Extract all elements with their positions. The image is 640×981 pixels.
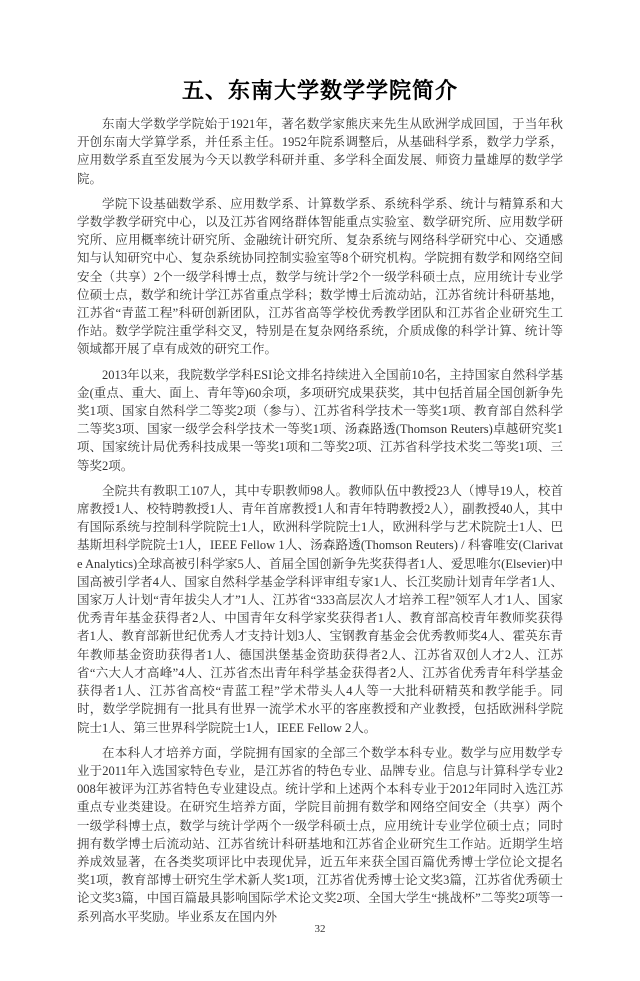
paragraph-research-awards: 2013年以来，我院数学学科ESI论文排名持续进入全国前10名，主持国家自然科学基金(重点、重大、面上、青年等)60余项，多项研究成果获奖，其中包括首届全国创新争先奖1项、国家自然科学二等奖2项（参与）、江苏省科学技术一等奖1项、教育部自然科学二等奖3项、国家一级学会科学技术一等奖1项、汤森路透(Thomson Reuters)卓越研究奖1项、国家统计局优秀科技成果一等奖1项和二等奖2项、江苏省科学技术奖二等奖1项、三等奖2项。 xyxy=(77,367,563,473)
paragraph-faculty: 全院共有教职工107人，其中专职教师98人。教师队伍中教授23人（博导19人，校首席教授1人、校特聘教授1人、青年首席教授1人和青年特聘教授2人），副教授40人，其中有国际系统与控制科学院院士1人，欧洲科学院院士1人，欧洲科学与艺术院院士1人、巴基斯坦科学院院士1人，IEEE Fellow 1人、汤森路透(Thomson Reuters) / 科睿唯安(Clarivate Analytics)全球高被引科学家5人、首届全国创新争先奖获得者1人、爱思唯尔(Elsevier)中国高被引学者4人、国家自然科学基金学科评审组专家1人、长江奖励计划青年学者1人、国家万人计划“青年拔尖人才”1人、江苏省“333高层次人才培养工程”领军人才1人、国家优秀青年基金获得者2人、中国青年女科学家奖获得者1人、教育部高校青年教师奖获得者1人、教育部新世纪优秀人才支持计划3人、宝钢教育基金会优秀教师奖4人、霍英东青年教师基金资助获得者1人、德国洪堡基金资助获得者2人、江苏省双创人才2人、江苏省“六大人才高峰”4人、江苏省杰出青年科学基金获得者2人、江苏省优秀青年科学基金获得者1人、江苏省高校“青蓝工程”学术带头人4人等一大批科研精英和教学能手。同时，数学学院拥有一批具有世界一流学术水平的客座教授和产业教授，包括欧洲科学院院士1人、第三世界科学院院士1人，IEEE Fellow 2人。 xyxy=(77,483,563,735)
paragraph-departments: 学院下设基础数学系、应用数学系、计算数学系、系统科学系、统计与精算系和大学数学教学研究中心，以及江苏省网络群体智能重点实验室、数学研究所、应用数学研究所、应用概率统计研究所、金融统计研究所、复杂系统与网络科学研究中心、交通感知与认知研究中心、复杂系统协同控制实验室等8个研究机构。学院拥有数学和网络空间安全（共享）2个一级学科博士点，数学与统计学2个一级学科硕士点，应用统计专业学位硕士点，数学和统计学江苏省重点学科；数学博士后流动站，江苏省统计科研基地，江苏省“青蓝工程”科研创新团队，江苏省高等学校优秀教学团队和江苏省企业研究生工作站。数学学院注重学科交叉，特别是在复杂网络系统，介质成像的科学计算、统计等领域都开展了卓有成效的研究工作。 xyxy=(77,196,563,357)
page-number: 32 xyxy=(314,923,326,935)
page-title: 五、东南大学数学学院简介 xyxy=(181,78,458,103)
document-page xyxy=(0,76,640,981)
paragraph-history: 东南大学数学学院始于1921年，著名数学家熊庆来先生从欧洲学成回国，于当年秋开创东南大学算学系，并任系主任。1952年院系调整后，从基础科学系，数学力学系，应用数学系直至发展为今天以教学科研并重、多学科全面发展、师资力量雄厚的数学学院。 xyxy=(77,117,563,186)
paragraph-education: 在本科人才培养方面，学院拥有国家的全部三个数学本科专业。数学与应用数学专业于2011年入选国家特色专业，是江苏省的特色专业、品牌专业。信息与计算科学专业2008年被评为江苏省特色专业建设点。统计学和上述两个本科专业于2012年同时入选江苏重点专业类建设。在研究生培养方面，学院目前拥有数学和网络空间安全（共享）两个一级学科博士点，数学与统计学两个一级学科硕士点，应用统计专业学位硕士点；同时拥有数学博士后流动站、江苏省统计科研基地和江苏省企业研究生工作站。近期学生培养成效显著，在各类奖项评比中表现优异，近五年来获全国百篇优秀博士学位论文提名奖1项，教育部博士研究生学术新人奖1项，江苏省优秀博士论文奖3篇，江苏省优秀硕士论文奖3篇，中国百篇最具影响国际学术论文奖2项、全国大学生“挑战杯”二等奖2项等一系列高水平奖励。毕业系友在国内外 xyxy=(77,745,563,924)
document-body xyxy=(77,115,563,926)
